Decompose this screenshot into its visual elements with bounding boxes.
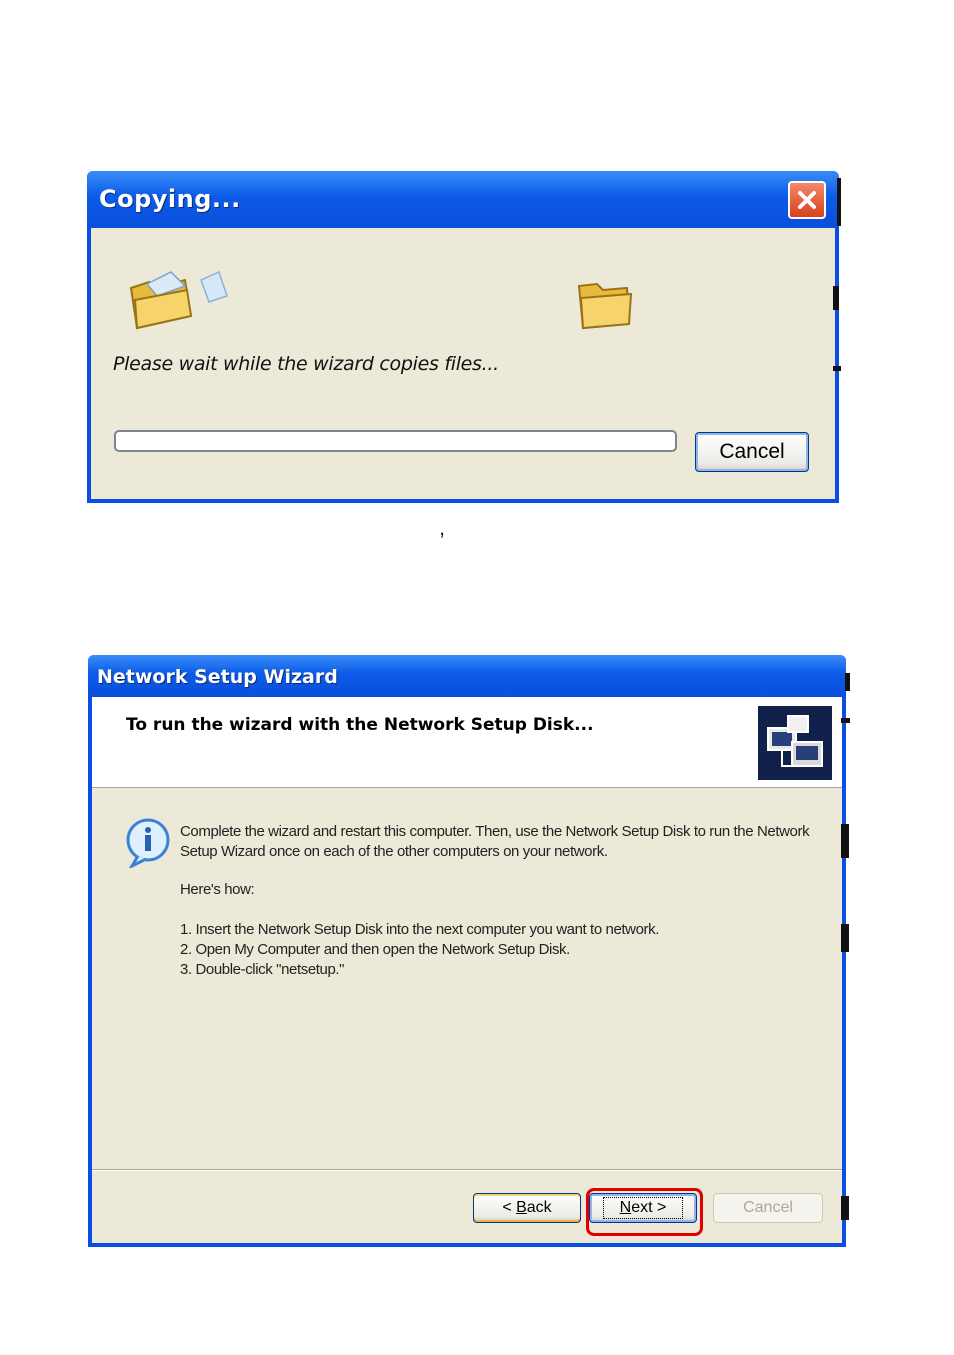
caption-mark: , [439, 515, 446, 540]
copying-cancel-button[interactable]: Cancel [695, 432, 809, 472]
edge-mark [841, 924, 849, 952]
list-item: 1. Insert the Network Setup Disk into the next computer you want to network. [180, 921, 660, 938]
next-label-accesskey: N [619, 1199, 632, 1216]
back-label-prefix: < [502, 1199, 517, 1216]
wizard-title: Network Setup Wizard [97, 666, 338, 688]
close-button[interactable] [788, 181, 826, 219]
wizard-instructions: Complete the wizard and restart this computer. Then, use the Network Setup Disk to run the Network Setup Wizard once on each of the other computers on your network. [180, 823, 810, 860]
list-item: 2. Open My Computer and then open the Network Setup Disk. [180, 941, 570, 958]
edge-mark [841, 718, 850, 723]
close-icon [795, 188, 819, 212]
steps-list [180, 920, 659, 980]
edge-mark [837, 178, 841, 226]
copying-body [91, 228, 835, 499]
back-label-accesskey: B [516, 1199, 527, 1216]
network-setup-wizard [88, 655, 846, 1247]
back-label-rest: ack [526, 1199, 552, 1216]
next-button-highlight [586, 1188, 703, 1236]
copying-dialog [87, 171, 839, 503]
destination-folder-icon [575, 278, 635, 332]
back-button[interactable] [473, 1193, 581, 1223]
howto-label: Here's how: [180, 881, 255, 898]
info-icon [124, 818, 172, 868]
wizard-header [92, 697, 842, 788]
footer-divider [92, 1169, 842, 1171]
edge-mark [833, 366, 841, 371]
edge-mark [841, 1196, 849, 1220]
copy-progress-bar [114, 430, 677, 452]
wizard-heading: To run the wizard with the Network Setup Disk... [126, 715, 594, 735]
copying-message: Please wait while the wizard copies files... [113, 353, 499, 375]
copying-title-bar[interactable] [87, 171, 839, 228]
wizard-title-bar[interactable] [88, 655, 846, 697]
flying-folder-icon [127, 266, 233, 332]
next-label-rest: ext > [631, 1199, 667, 1216]
network-computers-icon [758, 706, 832, 780]
list-item: 3. Double-click "netsetup." [180, 961, 345, 978]
edge-mark [833, 286, 839, 310]
copying-title: Copying... [99, 185, 241, 213]
wizard-cancel-button: Cancel [713, 1193, 823, 1223]
wizard-body [92, 788, 842, 1243]
edge-mark [845, 673, 850, 691]
edge-mark [841, 824, 849, 858]
